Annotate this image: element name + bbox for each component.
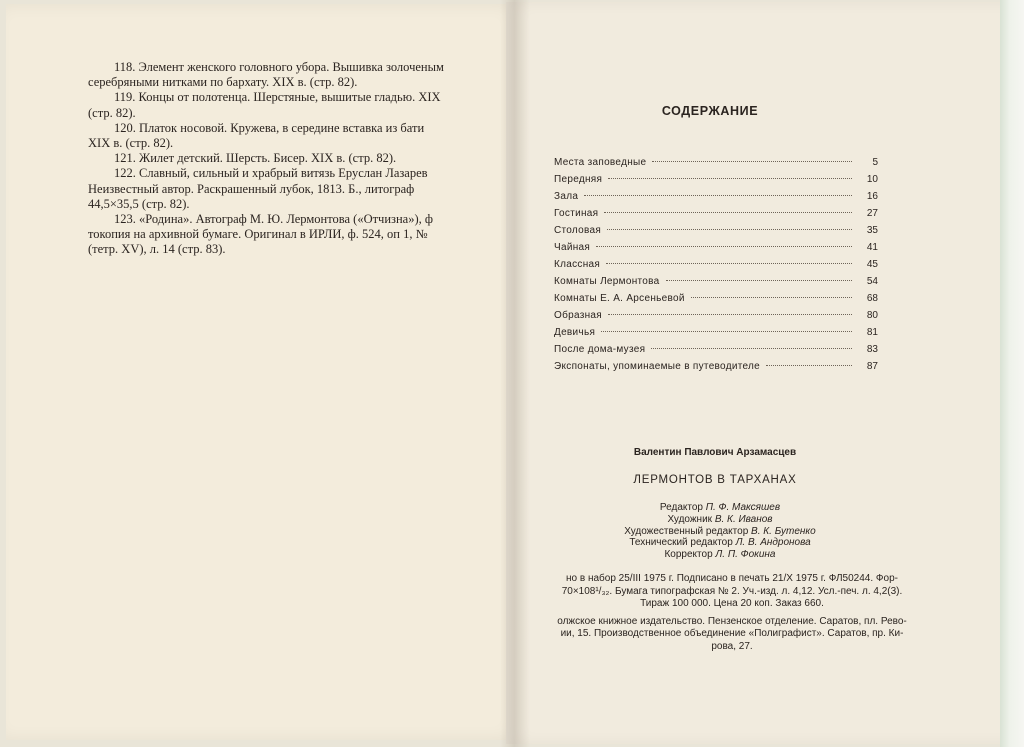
dot-leader: [604, 212, 852, 213]
note-line: 44,5×35,5 (стр. 82).: [88, 196, 190, 211]
table-of-contents: [554, 157, 878, 378]
dot-leader: [606, 263, 852, 264]
toc-entry-label: Столовая: [554, 225, 602, 236]
toc-entry-label: Зала: [554, 191, 579, 202]
toc-entry-label: Чайная: [554, 242, 591, 253]
author-name: Валентин Павлович Арзамасцев: [633, 447, 797, 458]
toc-entry-label: Образная: [554, 310, 603, 321]
credit-person: В. К. Иванов: [714, 513, 773, 525]
note-line: 118. Элемент женского головного убора. Вышивка золоченым: [114, 60, 444, 74]
toc-entry[interactable]: [554, 157, 878, 174]
credit-person: Л. В. Андронова: [735, 537, 811, 549]
publisher-line: олжское книжное издательство. Пензенское отделение. Саратов, пл. Рево-: [557, 616, 907, 627]
credit-role: Редактор: [659, 502, 703, 513]
toc-entry[interactable]: [554, 242, 878, 259]
dot-leader: [601, 331, 852, 332]
toc-entry-label: После дома-музея: [554, 344, 646, 355]
imprint-block: [522, 573, 942, 611]
note-line: токопия на архивной бумаге. Оригинал в ИРЛИ, ф. 524, оп 1, №: [88, 227, 428, 242]
dot-leader: [608, 178, 852, 179]
dot-leader: [691, 297, 852, 298]
toc-entry-page: 87: [866, 361, 878, 372]
credit-line: [600, 502, 840, 514]
toc-entry[interactable]: [554, 327, 878, 344]
page-edge: [1000, 0, 1024, 747]
dot-leader: [666, 280, 852, 281]
toc-entry[interactable]: [554, 293, 878, 310]
toc-entry[interactable]: [554, 276, 878, 293]
exhibit-notes: [88, 60, 510, 258]
credit-line: [600, 514, 840, 526]
imprint-line: но в набор 25/III 1975 г. Подписано в печать 21/X 1975 г. ФЛ50244. Фор-: [566, 573, 898, 584]
imprint-line: Тираж 100 000. Цена 20 коп. Заказ 660.: [640, 598, 824, 610]
note-line: XIX в. (стр. 82).: [88, 136, 174, 151]
toc-entry-page: 45: [866, 259, 878, 270]
toc-entry[interactable]: [554, 310, 878, 327]
toc-entry-page: 80: [866, 310, 878, 321]
credit-role: Технический редактор: [629, 537, 733, 549]
note-line: 119. Концы от полотенца. Шерстяные, вышитые гладью. XIX: [114, 90, 441, 105]
toc-entry[interactable]: [554, 208, 878, 225]
dot-leader: [651, 348, 852, 349]
dot-leader: [596, 246, 852, 247]
toc-entry[interactable]: [554, 259, 878, 276]
credits-block: [600, 502, 840, 561]
publisher-line: рова, 27.: [711, 640, 753, 652]
dot-leader: [652, 161, 852, 162]
book-title: ЛЕРМОНТОВ В ТАРХАНАХ: [633, 474, 797, 486]
toc-entry[interactable]: [554, 191, 878, 208]
toc-entry-page: 68: [866, 293, 878, 304]
credit-line: [600, 549, 840, 561]
note-line: Неизвестный автор. Раскрашенный лубок, 1813. Б., литограф: [88, 181, 415, 196]
toc-entry-label: Гостиная: [554, 208, 599, 219]
credit-role: Художественный редактор: [624, 525, 749, 537]
note-line: (стр. 82).: [88, 105, 136, 120]
dot-leader: [584, 195, 852, 196]
credit-person: В. К. Бутенко: [751, 525, 816, 537]
toc-entry-label: Места заповедные: [554, 157, 647, 168]
credit-person: Л. П. Фокина: [715, 549, 776, 561]
toc-entry-page: 27: [866, 208, 878, 219]
toc-entry-page: 10: [866, 174, 878, 185]
credit-line: [600, 537, 840, 549]
toc-entry-page: 41: [866, 242, 878, 253]
toc-entry-label: Экспонаты, упоминаемые в путеводителе: [554, 361, 761, 372]
toc-entry-label: Передняя: [554, 174, 603, 185]
publisher-line: ии, 15. Производственное объединение «Полиграфист». Саратов, пр. Ки-: [560, 628, 904, 640]
note-line: 123. «Родина». Автограф М. Ю. Лермонтова («Отчизна»), ф: [114, 212, 433, 227]
credit-role: Художник: [667, 513, 713, 525]
toc-entry-label: Классная: [554, 259, 601, 270]
credit-line: [600, 526, 840, 538]
toc-entry-label: Комнаты Лермонтова: [554, 276, 660, 287]
toc-entry-page: 54: [866, 276, 878, 287]
note-line: (тетр. XV), л. 14 (стр. 83).: [88, 242, 226, 257]
toc-entry-page: 16: [866, 191, 878, 202]
toc-entry-page: 81: [866, 327, 878, 338]
toc-heading: СОДЕРЖАНИЕ: [661, 104, 759, 118]
credit-person: П. Ф. Максяшев: [705, 502, 781, 513]
toc-entry[interactable]: [554, 361, 878, 378]
toc-entry-label: Девичья: [554, 327, 596, 338]
toc-entry[interactable]: [554, 174, 878, 191]
toc-entry-page: 83: [866, 344, 878, 355]
note-line: 121. Жилет детский. Шерсть. Бисер. XIX в. (стр. 82).: [114, 151, 397, 166]
toc-entry-label: Комнаты Е. А. Арсеньевой: [554, 293, 685, 304]
dot-leader: [766, 365, 852, 366]
note-line: серебряными нитками по бархату. XIX в. (стр. 82).: [88, 75, 358, 90]
note-line: 122. Славный, сильный и храбрый витязь Еруслан Лазарев: [114, 166, 428, 181]
note-line: 120. Платок носовой. Кружева, в середине вставка из бати: [114, 120, 425, 135]
toc-entry-page: 35: [866, 225, 878, 236]
toc-entry[interactable]: [554, 344, 878, 361]
publisher-block: [522, 616, 942, 653]
toc-entry[interactable]: [554, 225, 878, 242]
dot-leader: [608, 314, 852, 315]
dot-leader: [607, 229, 852, 230]
toc-entry-page: 5: [872, 157, 878, 168]
imprint-line: 70×108¹/₃₂. Бумага типографская № 2. Уч.-изд. л. 4,12. Усл.-печ. л. 4,2(3).: [561, 585, 903, 597]
credit-role: Корректор: [664, 549, 713, 561]
